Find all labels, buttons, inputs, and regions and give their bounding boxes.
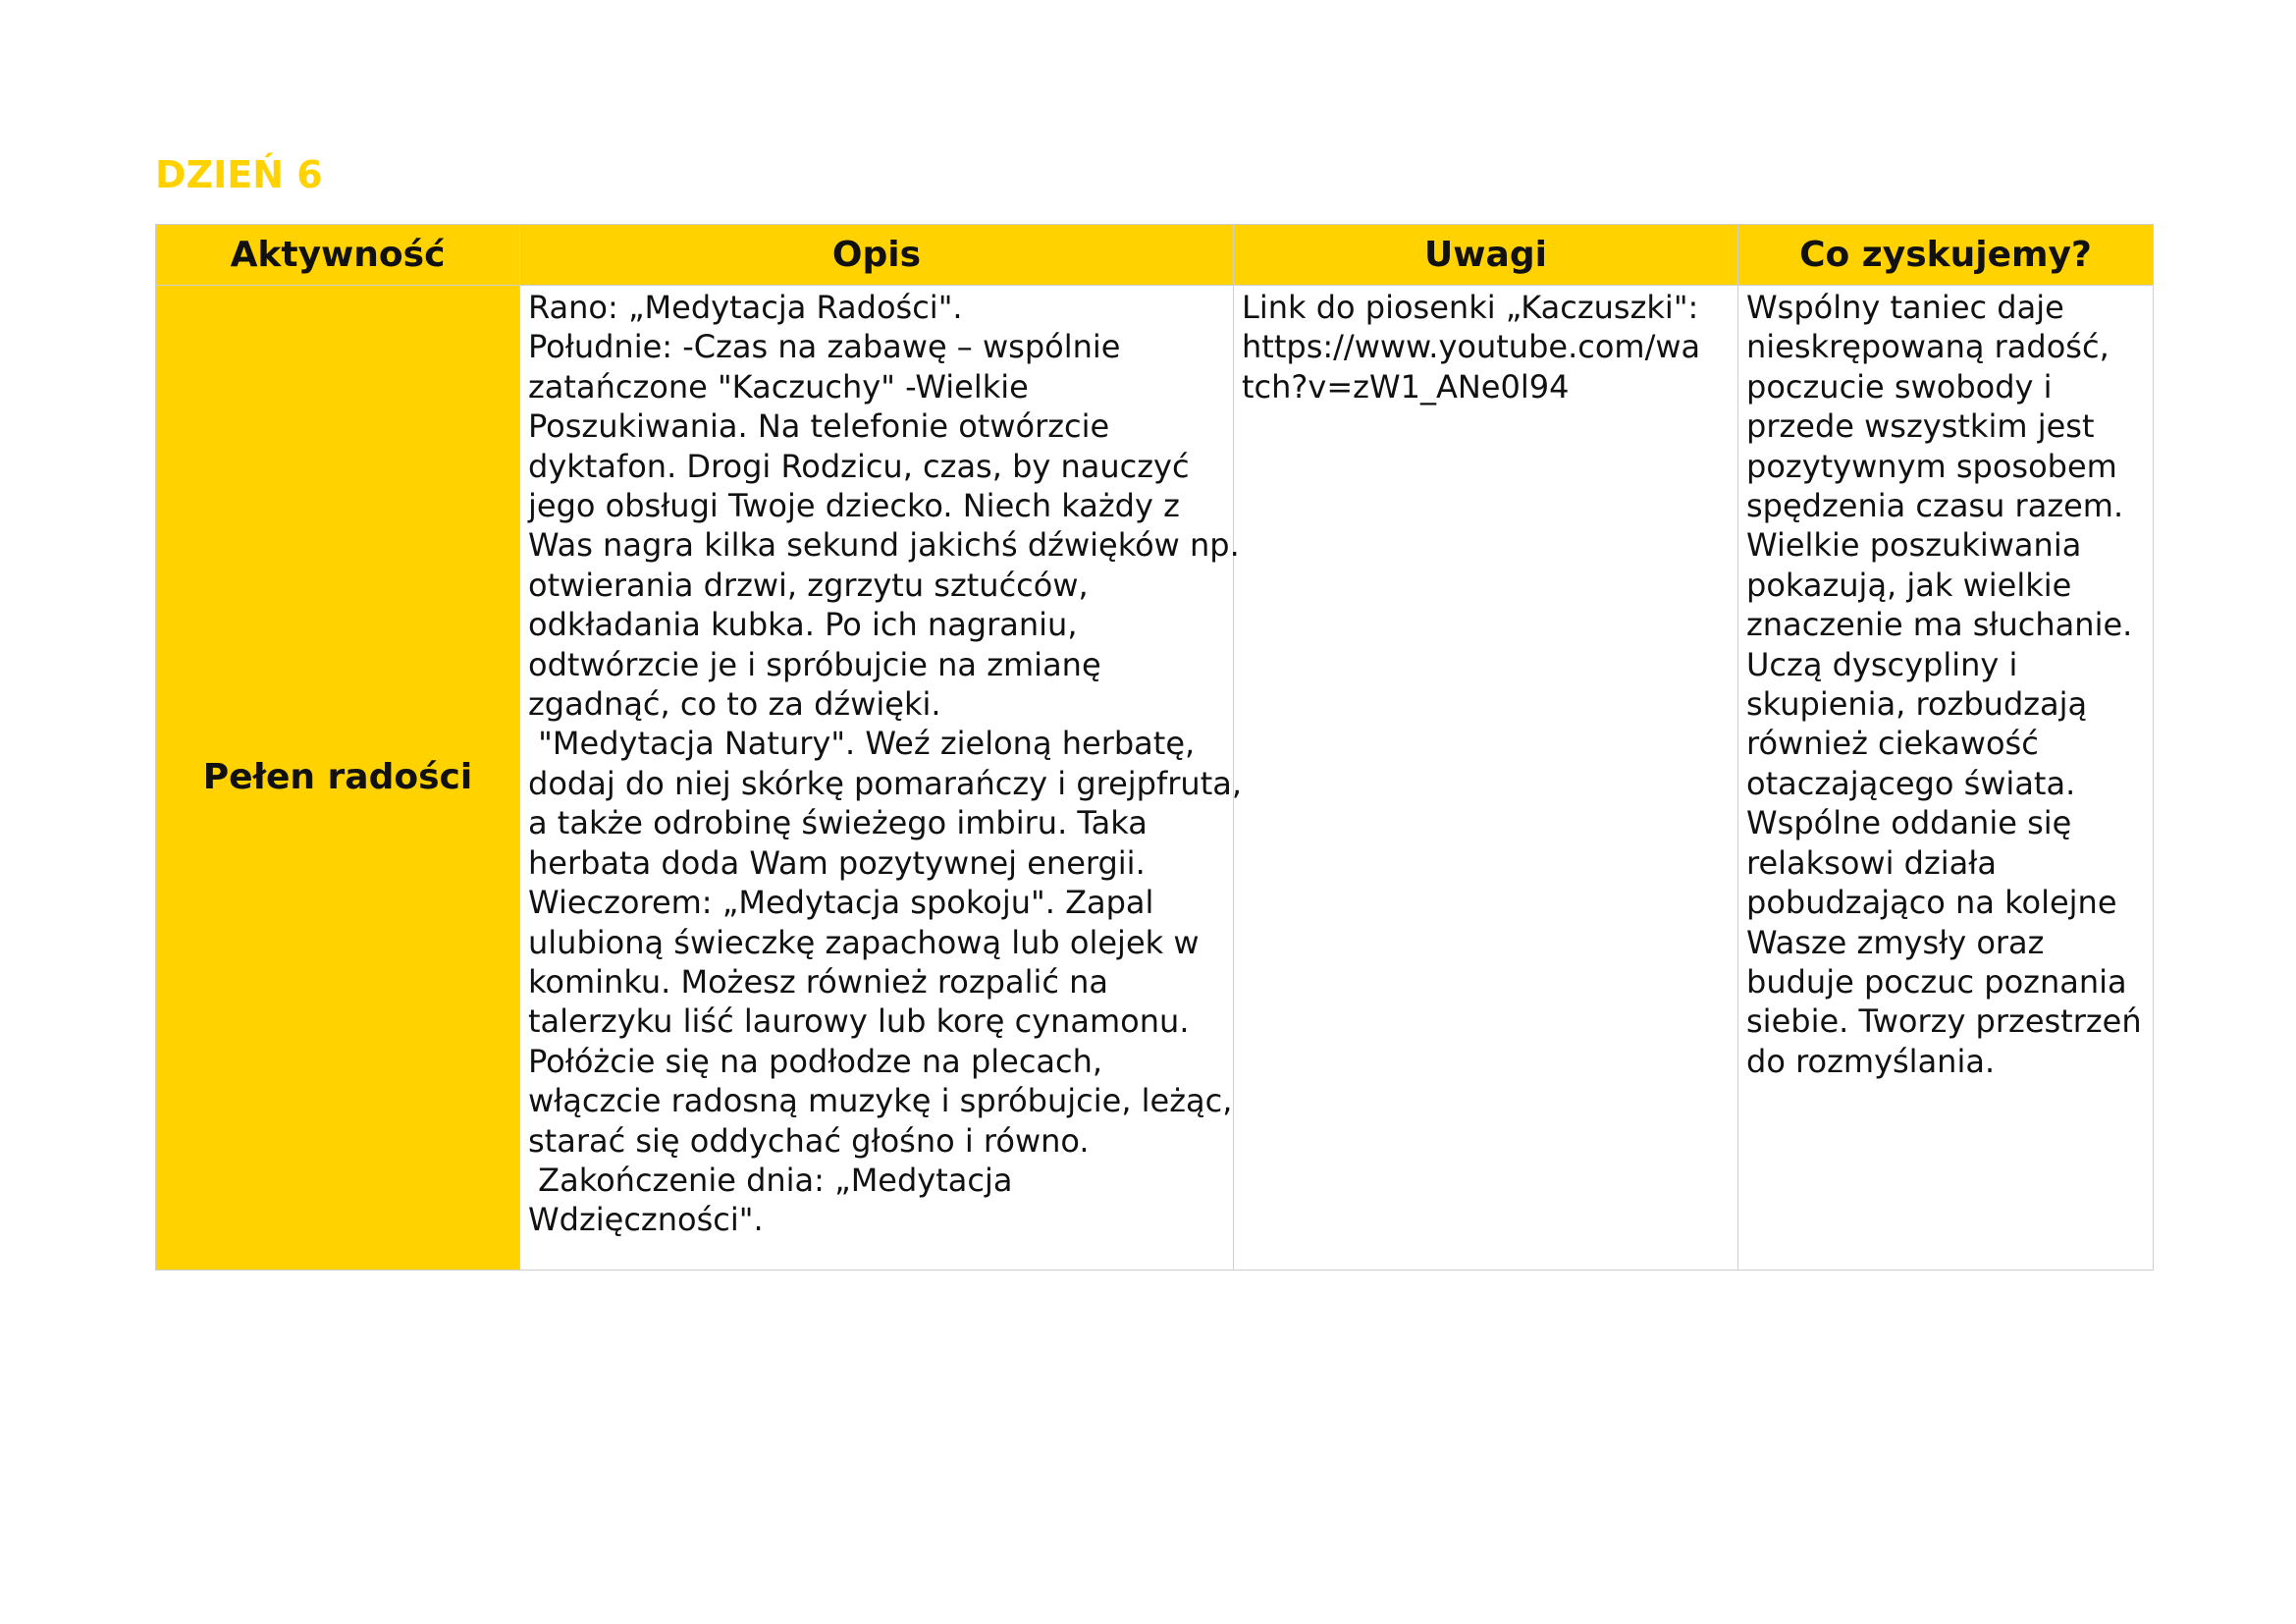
description-text-line: Połóżcie się na podłodze na plecach, <box>528 1042 1103 1080</box>
notes-cell <box>1234 286 1738 1271</box>
column-header-benefits: Co zyskujemy? <box>1738 225 2154 286</box>
description-text-line: Południe: -Czas na zabawę – wspólnie <box>528 328 1121 366</box>
benefits-text-line: poczucie swobody i <box>1746 367 2053 406</box>
description-text-line: starać się oddychać głośno i równo. <box>528 1121 1090 1160</box>
description-cell <box>520 286 1243 1271</box>
description-text-line: zgadnąć, co to za dźwięki. <box>528 685 941 724</box>
description-text-line: włączcie radosną muzykę i spróbujcie, leżąc, <box>528 1082 1233 1120</box>
description-text-line: ulubioną świeczkę zapachową lub olejek w <box>528 923 1200 961</box>
benefits-text-line: pokazują, jak wielkie <box>1746 566 2072 604</box>
benefits-text-line: znaczenie ma słuchanie. <box>1746 606 2133 644</box>
column-header-description: Opis <box>520 225 1234 286</box>
description-text-line: zatańczone "Kaczuchy" -Wielkie <box>528 367 1029 406</box>
description-text-line: Wieczorem: „Medytacja spokoju". Zapal <box>528 884 1154 922</box>
benefits-text-line: do rozmyślania. <box>1746 1042 1996 1080</box>
description-text-line: Wdzięczności". <box>528 1201 764 1239</box>
notes-text-line: Link do piosenki „Kaczuszki": <box>1242 289 1699 326</box>
description-text-line: otwierania drzwi, zgrzytu sztućców, <box>528 566 1089 604</box>
description-text-line: a także odrobinę świeżego imbiru. Taka <box>528 804 1148 842</box>
day-title: DZIEŃ 6 <box>155 153 323 196</box>
description-text-line: dodaj do niej skórkę pomarańczy i grejpfruta, <box>528 764 1243 802</box>
description-text-line: talerzyku liść laurowy lub korę cynamonu. <box>528 1002 1190 1041</box>
activity-plan-table <box>155 224 2154 1271</box>
benefits-text-line: Wasze zmysły oraz <box>1746 923 2045 961</box>
benefits-text-line: również ciekawość <box>1746 725 2039 763</box>
notes-text-line: https://www.youtube.com/wa <box>1242 328 1701 366</box>
benefits-text-line: Wspólny taniec daje <box>1746 289 2064 326</box>
benefits-text-line: buduje poczuc poznania <box>1746 962 2127 1001</box>
benefits-text-line: otaczającego świata. <box>1746 764 2076 802</box>
benefits-text-line: Uczą dyscypliny i <box>1746 645 2018 683</box>
benefits-text-line: pobudzająco na kolejne <box>1746 884 2117 922</box>
description-text-line: Poszukiwania. Na telefonie otwórzcie <box>528 407 1110 446</box>
description-text-line: "Medytacja Natury". Weź zieloną herbatę, <box>528 725 1196 763</box>
benefits-text-line: Wielkie poszukiwania <box>1746 526 2082 565</box>
benefits-cell <box>1738 286 2154 1271</box>
description-text-line: herbata doda Wam pozytywnej energii. <box>528 843 1146 882</box>
notes-text-line: tch?v=zW1_ANe0l94 <box>1242 367 1570 406</box>
benefits-text-line: skupienia, rozbudzają <box>1746 685 2088 724</box>
column-header-activity: Aktywność <box>156 225 520 286</box>
benefits-text-line: nieskrępowaną radość, <box>1746 328 2109 366</box>
benefits-text-line: spędzenia czasu razem. <box>1746 487 2124 525</box>
description-text-line: odkładania kubka. Po ich nagraniu, <box>528 606 1078 644</box>
table-row <box>156 286 2154 1271</box>
description-text-line: dyktafon. Drogi Rodzicu, czas, by nauczyć <box>528 447 1190 485</box>
activity-cell: Pełen radości <box>156 286 520 1271</box>
description-text-line: jego obsługi Twoje dziecko. Niech każdy z <box>528 487 1180 525</box>
benefits-text-line: Wspólne oddanie się <box>1746 804 2072 842</box>
column-header-notes: Uwagi <box>1234 225 1738 286</box>
table-header-row <box>156 225 2154 286</box>
benefits-text-line: relaksowi działa <box>1746 843 1997 882</box>
benefits-text-line: pozytywnym sposobem <box>1746 447 2117 485</box>
description-text-line: Zakończenie dnia: „Medytacja <box>528 1161 1013 1199</box>
description-text-line: Rano: „Medytacja Radości". <box>528 289 963 326</box>
description-text-line: odtwórzcie je i spróbujcie na zmianę <box>528 645 1101 683</box>
description-text-line: Was nagra kilka sekund jakichś dźwięków np. <box>528 526 1240 565</box>
benefits-text-line: przede wszystkim jest <box>1746 407 2095 446</box>
benefits-text-line: siebie. Tworzy przestrzeń <box>1746 1002 2142 1041</box>
description-text-line: kominku. Możesz również rozpalić na <box>528 962 1109 1001</box>
